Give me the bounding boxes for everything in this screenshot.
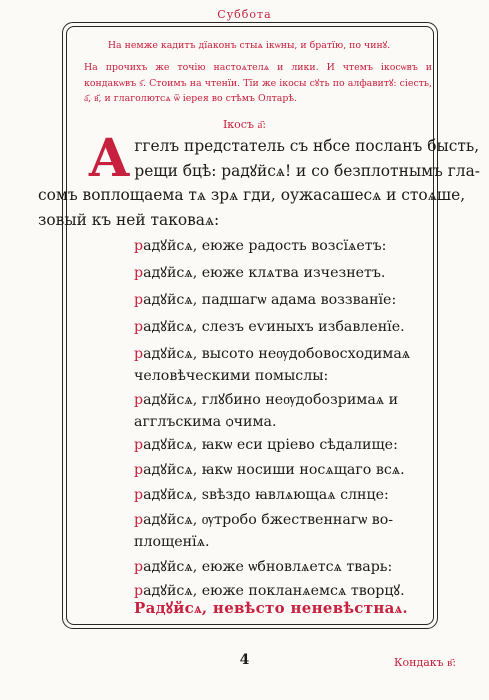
ikos-title: Ікосъ а҃: <box>222 118 267 131</box>
chairetismos-line <box>134 459 434 481</box>
rubric-paragraph: На прочихъ же точію настоѧтелѧ и лики. И чтемъ ікосѡвъ и кондакѡвъ ѕ҃. Стоимъ на чтенїи. Тїи же ікосы сꙋть по алфавитꙋ: сіесть, а҃, в҃, и глаголютсѧ ѿ іерея во стѣмъ Олтарѣ. <box>84 62 432 104</box>
red-initial-letter: р <box>134 462 144 478</box>
chairetismos-line <box>134 343 434 365</box>
chairetismos-line <box>134 262 434 284</box>
chairetismos-line <box>134 434 434 456</box>
chairetismos-line <box>134 556 434 578</box>
page-header: Суббота <box>217 8 272 21</box>
chairetismos-line <box>134 316 434 338</box>
chairetismos-line: площенїѧ. <box>134 534 210 550</box>
chairetismos-line <box>134 389 434 411</box>
chairetismos-text: адꙋйсѧ, глꙋбино неѹдобозримаѧ и <box>143 392 399 408</box>
red-initial-letter: р <box>134 292 144 308</box>
chairetismos-text: адꙋйсѧ, ꙗкѡ еси цріево сѣдалище: <box>143 437 398 453</box>
red-initial-letter: р <box>134 265 144 281</box>
intro-line-3: сомъ воплощаема тѧ зрѧ гди, оужасашесѧ и стоѧше, <box>38 186 466 204</box>
chairetismos-text: адꙋйсѧ, еюже клѧтва изчезнетъ. <box>143 265 386 281</box>
intro-line-2: рещи бцѣ: радꙋйсѧ! и со безплотнымъ гла- <box>134 161 480 180</box>
chairetismos-text: адꙋйсѧ, ꙗкѡ носиши носѧщаго всѧ. <box>143 462 405 478</box>
chairetismos-line <box>134 509 434 531</box>
chairetismos-text: адꙋйсѧ, еюже ѡбновлѧетсѧ тварь: <box>143 559 393 575</box>
red-initial-letter: р <box>134 583 144 599</box>
chairetismos-text: адꙋйсѧ, еюже радость возсїѧетъ: <box>143 238 387 254</box>
rubric-line-1: На немже кадитъ дїаконъ стыѧ ікѡны, и братїю, по чинꙋ. <box>107 40 391 51</box>
intro-line-4: зовый къ ней таковаѧ: <box>38 210 220 229</box>
red-initial-letter: р <box>134 346 144 362</box>
red-initial-letter: р <box>134 392 144 408</box>
page-number: 4 <box>239 652 250 668</box>
closing-line: Радꙋйсѧ, невѣсто неневѣстнаѧ. <box>134 599 408 617</box>
chairetismos-line: человѣческими помыслы: <box>134 368 329 384</box>
red-initial-letter: р <box>134 559 144 575</box>
red-initial-letter: р <box>134 512 144 528</box>
red-initial-letter: р <box>134 238 144 254</box>
red-initial-letter: р <box>134 487 144 503</box>
chairetismos-line: агглъскима ѻчима. <box>134 414 277 430</box>
chairetismos-line <box>134 484 434 506</box>
chairetismos-text: адꙋйсѧ, падшагѡ адама воззванїе: <box>143 292 397 308</box>
chairetismos-text: адꙋйсѧ, еюже покланѧемсѧ творцꙋ. <box>143 583 405 599</box>
chairetismos-text: адꙋйсѧ, ѹтробо бжественнагѡ во- <box>143 512 394 528</box>
intro-line-1: ггелъ предстатель съ нбсе посланъ бысть, <box>134 137 480 155</box>
chairetismos-text: адꙋйсѧ, высото неѹдобовосходимаѧ <box>143 346 411 362</box>
catchword: Кондакъ в҃: <box>394 656 457 669</box>
chairetismos-text: адꙋйсѧ, ѕвѣздо ꙗвлѧющаѧ слнце: <box>143 487 389 503</box>
ikos-intro <box>38 128 480 232</box>
drop-cap-initial: А <box>88 128 131 189</box>
red-initial-letter: р <box>134 437 144 453</box>
chairetismos-line <box>134 289 434 311</box>
chairetismos-line <box>134 235 434 257</box>
chairetismos-text: адꙋйсѧ, слезъ еѵиныхъ избавленїе. <box>143 319 405 335</box>
red-initial-letter: р <box>134 319 144 335</box>
